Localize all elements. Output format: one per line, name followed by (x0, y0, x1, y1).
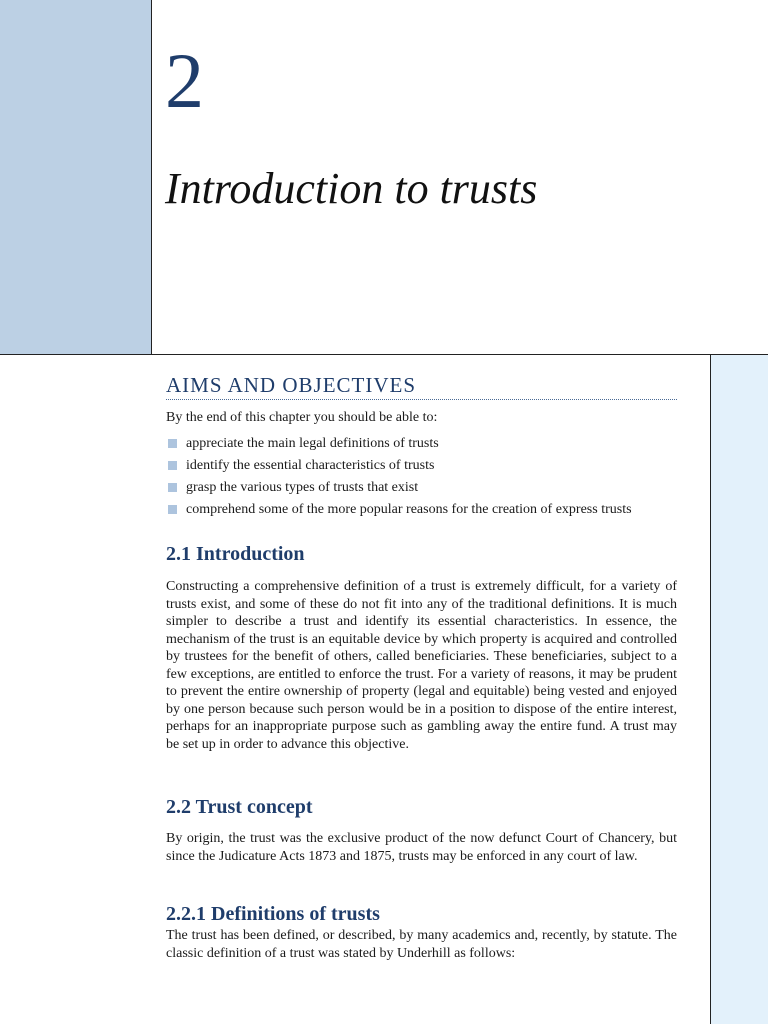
horizontal-rule (0, 354, 768, 355)
square-bullet-icon (168, 439, 177, 448)
aims-item-text: comprehend some of the more popular reasons for the creation of express trusts (186, 502, 632, 517)
aims-intro: By the end of this chapter you should be able to: (166, 410, 438, 425)
vertical-rule (151, 0, 152, 354)
aims-item-text: appreciate the main legal definitions of trusts (186, 436, 439, 451)
aims-divider (166, 399, 677, 400)
aims-list-item (166, 478, 632, 500)
square-bullet-icon (168, 483, 177, 492)
section-body-2-1: Constructing a comprehensive definition of a trust is extremely difficult, for a variety of trusts exist, and some of these do not fit into any of the traditional definitions. It is much simpler to describe a trust and identify its essential characteristics. In essence, the mechanism of the trust is an equitable device by which property is acquired and controlled by trustees for the benefit of others, called beneficiaries. These beneficiaries, subject to a few exceptions, are entitled to enforce the trust. For a variety of reasons, it may be prudent to prevent the entire ownership of property (legal and equitable) being vested and enjoyed by one person because such person would be in a position to dispose of the entire interest, perhaps for an inappropriate purpose such as gambling away the entire fund. A trust may be set up in order to advance this objective. (166, 579, 677, 752)
aims-heading: AIMS AND OBJECTIVES (166, 373, 417, 397)
chapter-title: Introduction to trusts (165, 164, 538, 213)
chapter-number: 2 (165, 37, 204, 124)
square-bullet-icon (168, 505, 177, 514)
chapter-side-band (0, 0, 151, 354)
margin-band (711, 355, 768, 1024)
section-heading-2-1: 2.1 Introduction (166, 543, 305, 565)
section-heading-2-2: 2.2 Trust concept (166, 796, 313, 818)
aims-list-item (166, 434, 632, 456)
aims-list-item (166, 456, 632, 478)
margin-rule (710, 355, 711, 1024)
square-bullet-icon (168, 461, 177, 470)
aims-item-text: grasp the various types of trusts that exist (186, 480, 419, 495)
section-heading-2-2-1: 2.2.1 Definitions of trusts (166, 903, 380, 925)
aims-item-text: identify the essential characteristics of trusts (186, 458, 435, 473)
aims-list-item (166, 500, 632, 522)
section-body-2-2: By origin, the trust was the exclusive product of the now defunct Court of Chancery, but since the Judicature Acts 1873 and 1875, trusts may be enforced in any court of law. (166, 831, 677, 864)
section-body-2-2-1: The trust has been defined, or described, by many academics and, recently, by statute. The classic definition of a trust was stated by Underhill as follows: (166, 928, 677, 961)
aims-list (166, 434, 632, 522)
